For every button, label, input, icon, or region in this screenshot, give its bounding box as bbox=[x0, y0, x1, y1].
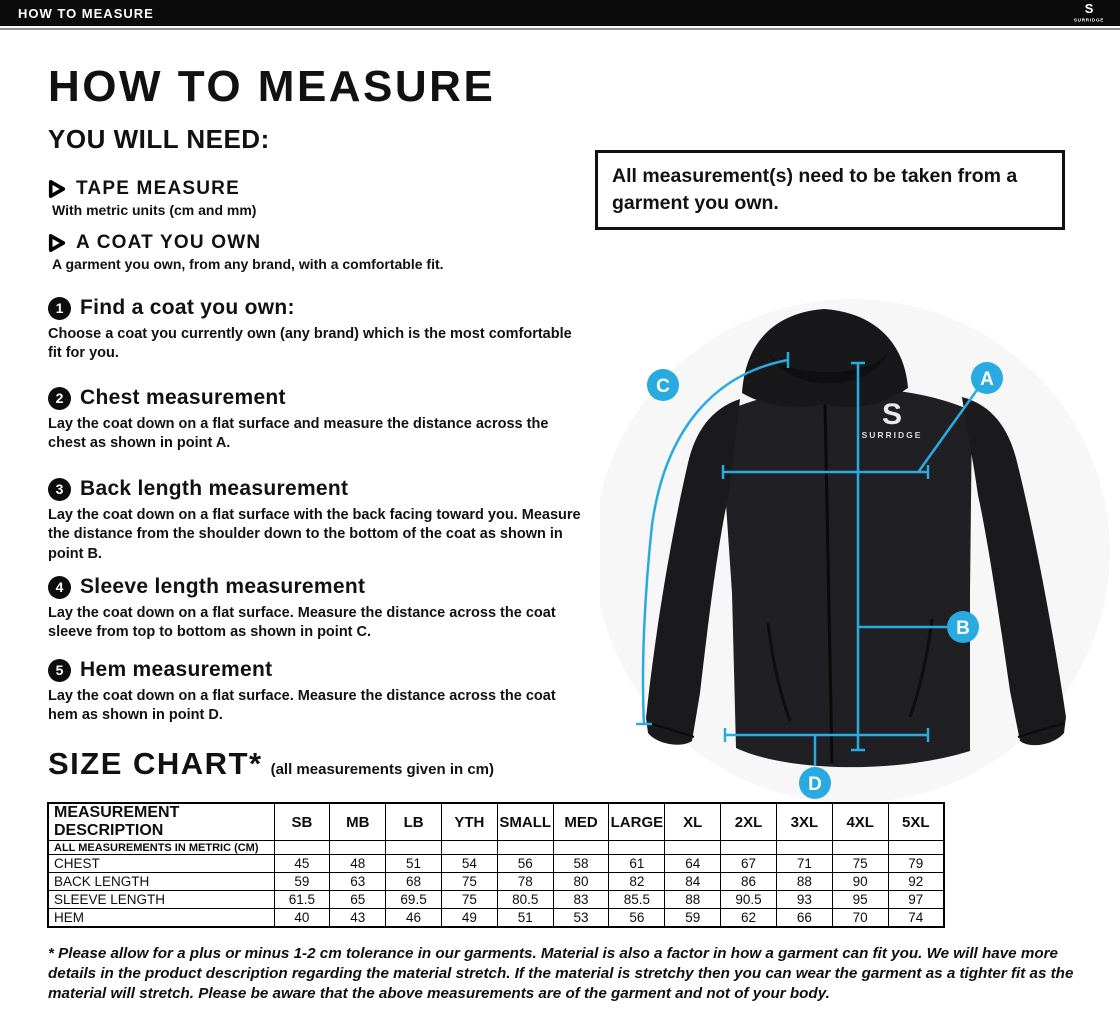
top-bar bbox=[0, 0, 1120, 26]
page-title: HOW TO MEASURE bbox=[48, 62, 496, 111]
size-value-cell: 69.5 bbox=[386, 891, 442, 909]
you-will-need-heading: YOU WILL NEED: bbox=[48, 124, 270, 154]
step-sleeve-length-measurement bbox=[48, 575, 588, 643]
column-header-size: 5XL bbox=[888, 803, 944, 841]
point-c-marker bbox=[647, 369, 679, 401]
size-value-cell: 86 bbox=[721, 873, 777, 891]
step-number-badge: 1 bbox=[48, 297, 71, 320]
column-header-size: 2XL bbox=[721, 803, 777, 841]
empty-cell bbox=[776, 841, 832, 855]
size-value-cell: 83 bbox=[553, 891, 609, 909]
size-value-cell: 79 bbox=[888, 855, 944, 873]
column-header-size: LB bbox=[386, 803, 442, 841]
size-value-cell: 75 bbox=[441, 873, 497, 891]
need-title: A COAT YOU OWN bbox=[76, 232, 262, 253]
empty-cell bbox=[609, 841, 665, 855]
column-header-size: 3XL bbox=[776, 803, 832, 841]
size-value-cell: 59 bbox=[665, 909, 721, 928]
size-chart-heading bbox=[48, 746, 494, 782]
step-number-badge: 4 bbox=[48, 576, 71, 599]
size-value-cell: 90.5 bbox=[721, 891, 777, 909]
size-value-cell: 82 bbox=[609, 873, 665, 891]
step-number-badge: 2 bbox=[48, 387, 71, 410]
step-title: Chest measurement bbox=[80, 386, 286, 409]
size-value-cell: 46 bbox=[386, 909, 442, 928]
size-value-cell: 59 bbox=[274, 873, 330, 891]
point-d-marker bbox=[799, 767, 831, 799]
need-title: TAPE MEASURE bbox=[76, 178, 240, 199]
size-value-cell: 80 bbox=[553, 873, 609, 891]
size-value-cell: 56 bbox=[497, 855, 553, 873]
size-value-cell: 49 bbox=[441, 909, 497, 928]
size-value-cell: 74 bbox=[888, 909, 944, 928]
column-header-size: SB bbox=[274, 803, 330, 841]
size-value-cell: 85.5 bbox=[609, 891, 665, 909]
table-row bbox=[48, 909, 944, 928]
column-header-size: 4XL bbox=[832, 803, 888, 841]
empty-cell bbox=[274, 841, 330, 855]
size-value-cell: 97 bbox=[888, 891, 944, 909]
empty-cell bbox=[721, 841, 777, 855]
step-chest-measurement bbox=[48, 386, 588, 454]
column-header-size: YTH bbox=[441, 803, 497, 841]
size-value-cell: 58 bbox=[553, 855, 609, 873]
size-value-cell: 56 bbox=[609, 909, 665, 928]
table-row bbox=[48, 855, 944, 873]
column-header-size: MED bbox=[553, 803, 609, 841]
need-desc: With metric units (cm and mm) bbox=[52, 202, 257, 218]
size-chart-title: SIZE CHART* bbox=[48, 746, 263, 781]
need-item-coat-you-own bbox=[48, 232, 593, 272]
step-hem-measurement bbox=[48, 658, 588, 726]
column-header-size: LARGE bbox=[609, 803, 665, 841]
size-value-cell: 40 bbox=[274, 909, 330, 928]
step-title: Hem measurement bbox=[80, 658, 273, 681]
row-label: HEM bbox=[48, 909, 274, 928]
size-value-cell: 62 bbox=[721, 909, 777, 928]
size-value-cell: 61 bbox=[609, 855, 665, 873]
size-value-cell: 64 bbox=[665, 855, 721, 873]
size-value-cell: 80.5 bbox=[497, 891, 553, 909]
empty-cell bbox=[497, 841, 553, 855]
step-number-badge: 5 bbox=[48, 659, 71, 682]
column-header-size: MB bbox=[330, 803, 386, 841]
play-triangle-icon bbox=[48, 179, 66, 199]
size-chart-table bbox=[47, 802, 945, 928]
empty-cell bbox=[832, 841, 888, 855]
step-description: Choose a coat you currently own (any brand) which is the most comfortable fit for you. bbox=[48, 326, 572, 362]
size-value-cell: 51 bbox=[386, 855, 442, 873]
header-divider bbox=[0, 28, 1120, 30]
size-value-cell: 88 bbox=[776, 873, 832, 891]
svg-text:S: S bbox=[881, 398, 903, 431]
size-value-cell: 75 bbox=[832, 855, 888, 873]
step-description: Lay the coat down on a flat surface with the back facing toward you. Measure the distance from the shoulder down to the bottom of the coat as shown in point B. bbox=[48, 507, 581, 562]
table-row bbox=[48, 891, 944, 909]
step-find-a-coat bbox=[48, 296, 588, 364]
size-value-cell: 61.5 bbox=[274, 891, 330, 909]
surridge-logo-text: SURRIDGE bbox=[1073, 17, 1105, 23]
step-title: Sleeve length measurement bbox=[80, 575, 366, 598]
size-value-cell: 95 bbox=[832, 891, 888, 909]
metric-note-row bbox=[48, 841, 944, 855]
row-label: CHEST bbox=[48, 855, 274, 873]
svg-text:SURRIDGE: SURRIDGE bbox=[861, 430, 923, 440]
size-value-cell: 84 bbox=[665, 873, 721, 891]
table-row bbox=[48, 873, 944, 891]
empty-cell bbox=[386, 841, 442, 855]
size-value-cell: 78 bbox=[497, 873, 553, 891]
empty-cell bbox=[553, 841, 609, 855]
size-value-cell: 68 bbox=[386, 873, 442, 891]
step-title: Back length measurement bbox=[80, 477, 349, 500]
size-value-cell: 63 bbox=[330, 873, 386, 891]
size-chart-subtitle: (all measurements given in cm) bbox=[270, 761, 494, 778]
size-value-cell: 92 bbox=[888, 873, 944, 891]
need-desc: A garment you own, from any brand, with a comfortable fit. bbox=[52, 256, 444, 272]
size-value-cell: 66 bbox=[776, 909, 832, 928]
size-value-cell: 65 bbox=[330, 891, 386, 909]
empty-cell bbox=[888, 841, 944, 855]
play-triangle-icon bbox=[48, 233, 66, 253]
empty-cell bbox=[441, 841, 497, 855]
tolerance-footnote: * Please allow for a plus or minus 1-2 cm tolerance in our garments. Material is also a factor in how a garment can fit you. We will have more details in the product description regarding the material stretch. If the material is stretchy then you can wear the garment as a tighter fit as the material will stretch. Please be aware that the above measurements are of the garment and not of your body. bbox=[48, 945, 1074, 1003]
empty-cell bbox=[330, 841, 386, 855]
jacket-measurement-diagram bbox=[600, 293, 1120, 808]
size-value-cell: 53 bbox=[553, 909, 609, 928]
size-value-cell: 67 bbox=[721, 855, 777, 873]
svg-text:B: B bbox=[956, 618, 970, 639]
size-value-cell: 48 bbox=[330, 855, 386, 873]
surridge-logo-mark: S bbox=[1084, 1, 1094, 16]
measurement-note-box: All measurement(s) need to be taken from a garment you own. bbox=[595, 150, 1065, 230]
size-value-cell: 88 bbox=[665, 891, 721, 909]
step-title: Find a coat you own: bbox=[80, 296, 295, 319]
size-value-cell: 75 bbox=[441, 891, 497, 909]
point-a-marker bbox=[971, 362, 1003, 394]
size-value-cell: 43 bbox=[330, 909, 386, 928]
metric-note-cell: ALL MEASUREMENTS IN METRIC (CM) bbox=[48, 841, 274, 855]
step-back-length-measurement bbox=[48, 477, 588, 564]
row-label: SLEEVE LENGTH bbox=[48, 891, 274, 909]
column-header-size: XL bbox=[665, 803, 721, 841]
size-value-cell: 51 bbox=[497, 909, 553, 928]
column-header-description: MEASUREMENT DESCRIPTION bbox=[48, 803, 274, 841]
svg-text:A: A bbox=[980, 369, 994, 390]
size-value-cell: 45 bbox=[274, 855, 330, 873]
empty-cell bbox=[665, 841, 721, 855]
column-header-size: SMALL bbox=[497, 803, 553, 841]
step-description: Lay the coat down on a flat surface and measure the distance across the chest as shown in point A. bbox=[48, 416, 549, 452]
size-value-cell: 54 bbox=[441, 855, 497, 873]
size-value-cell: 71 bbox=[776, 855, 832, 873]
svg-text:C: C bbox=[656, 376, 670, 397]
svg-text:D: D bbox=[808, 774, 822, 795]
top-bar-title: HOW TO MEASURE bbox=[18, 5, 154, 21]
need-item-tape-measure bbox=[48, 178, 593, 218]
step-description: Lay the coat down on a flat surface. Measure the distance across the coat sleeve from top to bottom as shown in point C. bbox=[48, 605, 556, 641]
row-label: BACK LENGTH bbox=[48, 873, 274, 891]
surridge-logo bbox=[1066, 1, 1112, 25]
size-value-cell: 90 bbox=[832, 873, 888, 891]
step-number-badge: 3 bbox=[48, 478, 71, 501]
size-value-cell: 70 bbox=[832, 909, 888, 928]
size-value-cell: 93 bbox=[776, 891, 832, 909]
step-description: Lay the coat down on a flat surface. Measure the distance across the coat hem as shown in point D. bbox=[48, 688, 556, 724]
point-b-marker bbox=[947, 611, 979, 643]
